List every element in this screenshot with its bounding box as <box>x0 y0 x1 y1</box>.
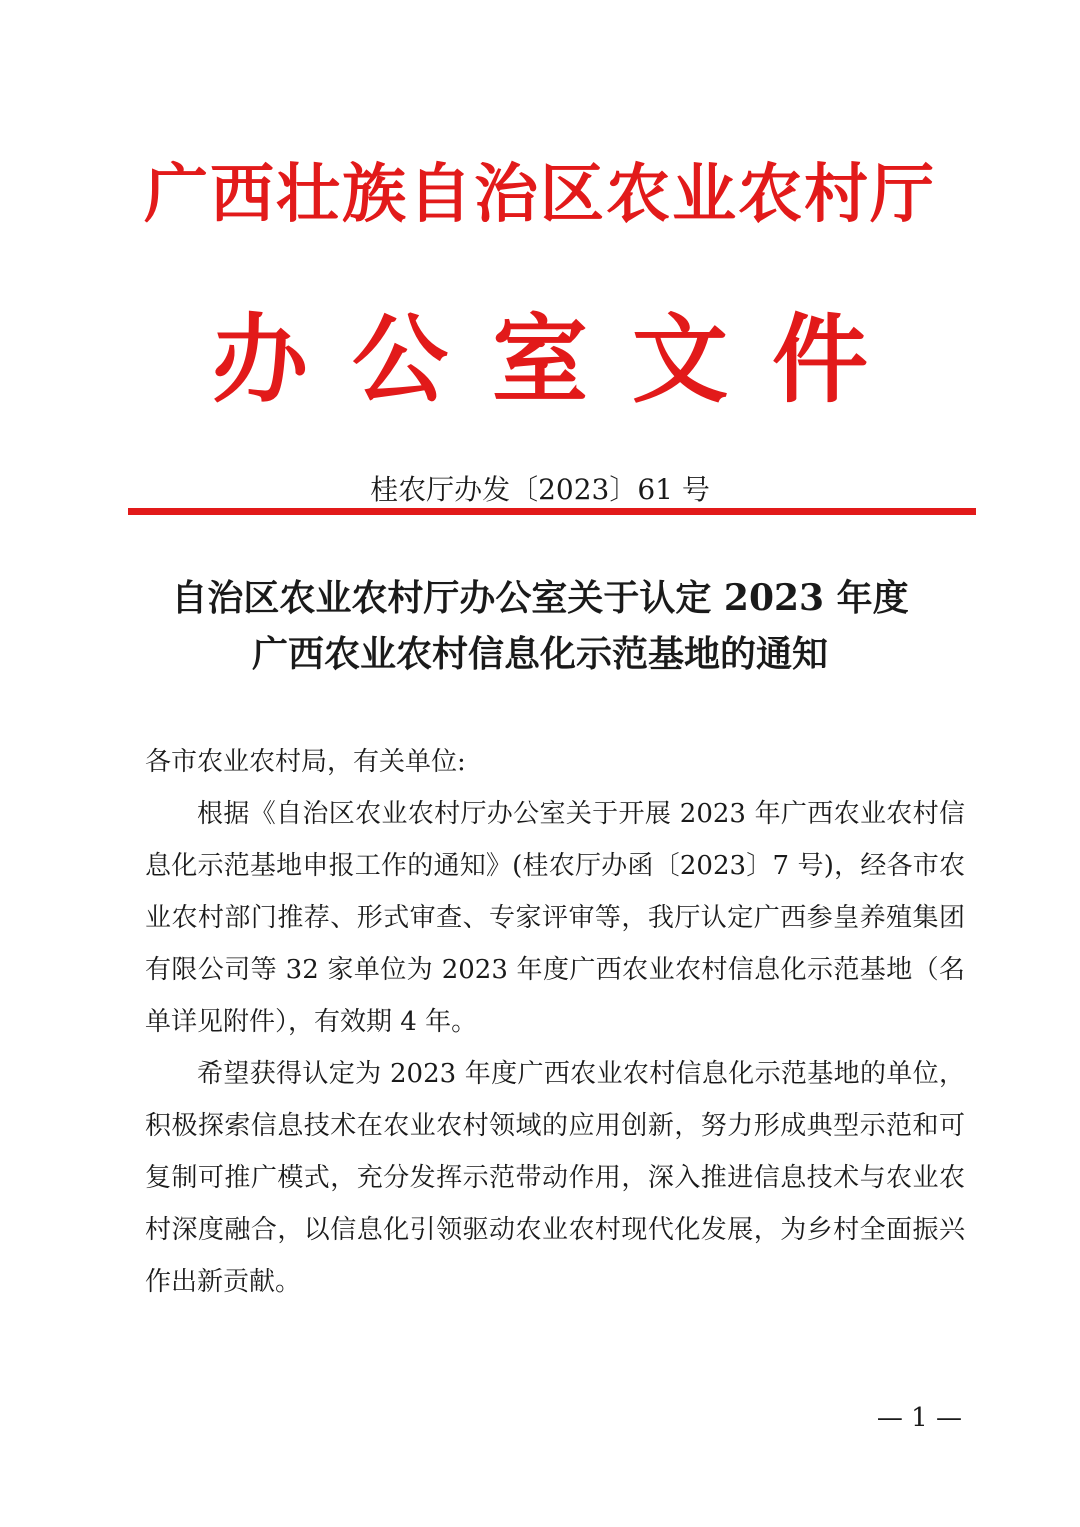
title-line-1: 自治区农业农村厅办公室关于认定 2023 年度 <box>171 577 909 619</box>
salutation: 各市农业农村局，有关单位: <box>145 747 466 777</box>
document-type-heading: 办公室文件 <box>212 303 912 416</box>
page-number: — 1 — <box>876 1403 962 1433</box>
document-body <box>145 736 965 1308</box>
document-title <box>0 570 1080 682</box>
title-line-2: 广西农业农村信息化示范基地的通知 <box>251 633 828 675</box>
body-paragraph-1: 根据《自治区农业农村厅办公室关于开展 2023 年广西农业农村信息化示范基地申报工作的通知》(桂农厅办函〔2023〕7 号)，经各市农业农村部门推荐、形式审查、专家评审等，我厅认定广西参皇养殖集团有限公司等 32 家单位为 2023 年度广西农业农村信息化示范基地（名单详见附件），有效期 4 年。 <box>145 799 965 1037</box>
document-number: 桂农厅办发〔2023〕61 号 <box>370 473 710 506</box>
body-paragraph-2: 希望获得认定为 2023 年度广西农业农村信息化示范基地的单位，积极探索信息技术在农业农村领域的应用创新，努力形成典型示范和可复制可推广模式，充分发挥示范带动作用，深入推进信息技术与农业农村深度融合，以信息化引领驱动农业农村现代化发展，为乡村全面振兴作出新贡献。 <box>145 1059 965 1297</box>
red-separator-line <box>128 508 976 515</box>
issuer-name: 广西壮族自治区农业农村厅 <box>144 157 936 232</box>
